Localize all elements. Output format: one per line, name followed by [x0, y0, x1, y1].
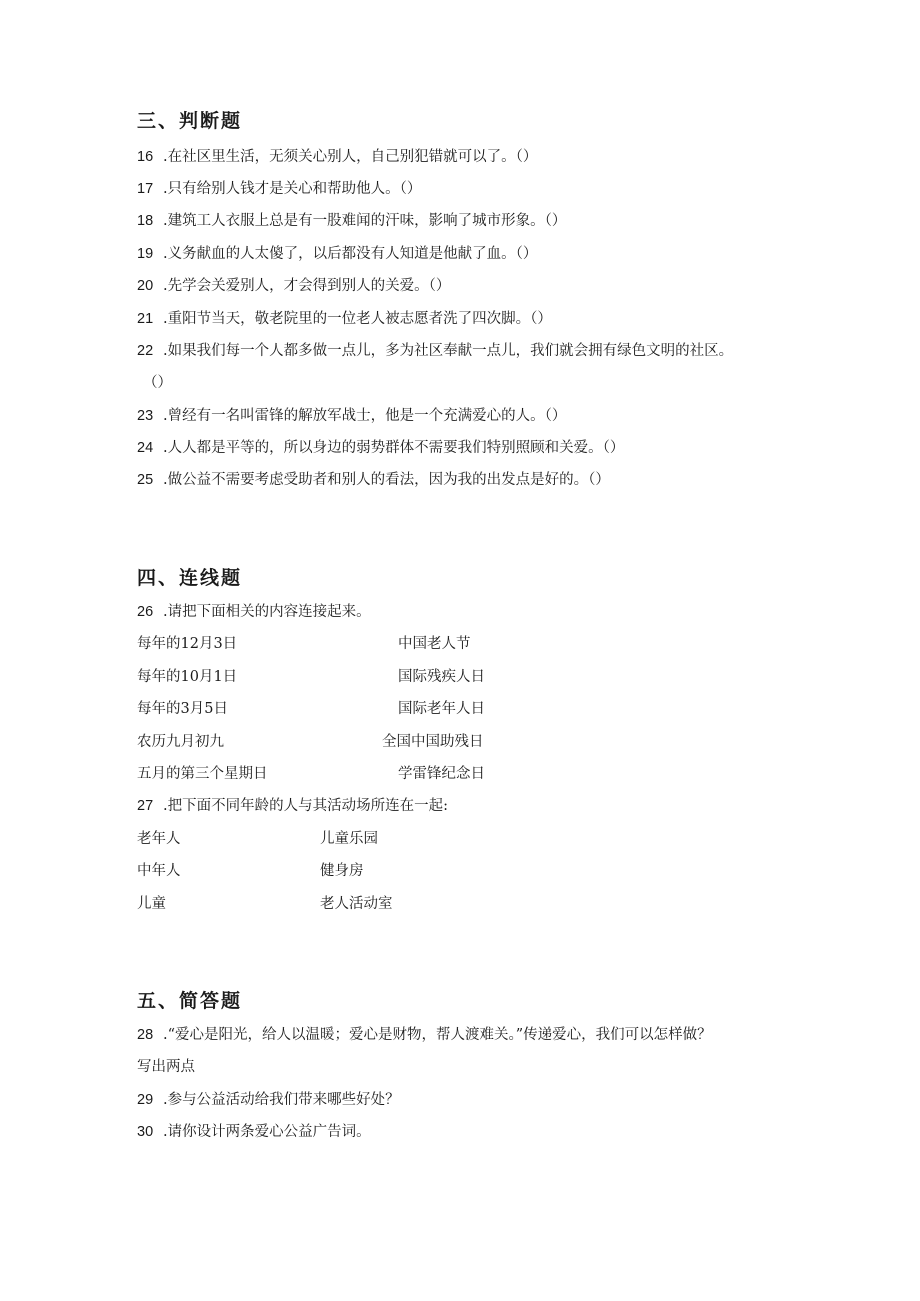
question-number: 25	[137, 472, 154, 488]
question-number: 22	[137, 343, 154, 359]
question-number: 16	[137, 149, 154, 165]
question-text: .“爱心是阳光，给人以温暖；爱心是财物，帮人渡难关。”传递爱心，我们可以怎样做？	[163, 1027, 712, 1043]
question-30	[137, 1120, 371, 1141]
question-text: .重阳节当天，敬老院里的一位老人被志愿者洗了四次脚。（）	[163, 311, 552, 327]
question-number: 28	[137, 1027, 154, 1043]
question-24	[137, 436, 624, 457]
question-26	[137, 600, 371, 621]
question-number: 17	[137, 181, 154, 197]
question-number: 19	[137, 246, 154, 262]
question-22-answer-blank: （）	[143, 375, 172, 391]
question-25	[137, 468, 610, 489]
match-right-item: 老人活动室	[320, 896, 393, 912]
question-number: 27	[137, 798, 154, 814]
match-right-item: 健身房	[320, 863, 364, 879]
match-left-item: 儿童	[137, 896, 166, 912]
match-left-item: 每年的12月3日	[137, 636, 238, 652]
match-left-item: 每年的3月5日	[137, 701, 228, 717]
match-right-item: 儿童乐园	[320, 831, 378, 847]
question-28	[137, 1023, 712, 1044]
question-text: .在社区里生活，无须关心别人，自己别犯错就可以了。（）	[163, 149, 538, 165]
question-number: 30	[137, 1124, 154, 1140]
question-text: .如果我们每一个人都多做一点儿，多为社区奉献一点儿，我们就会拥有绿色文明的社区。	[163, 343, 734, 359]
question-number: 24	[137, 440, 154, 456]
question-text: .参与公益活动给我们带来哪些好处？	[163, 1092, 400, 1108]
match-right-item: 国际残疾人日	[398, 669, 485, 685]
match-right-item: 学雷锋纪念日	[398, 766, 485, 782]
question-text: .人人都是平等的，所以身边的弱势群体不需要我们特别照顾和关爱。（）	[163, 440, 625, 456]
section-4-title: 四、连线题	[137, 567, 243, 589]
question-text: .先学会关爱别人，才会得到别人的关爱。（）	[163, 278, 451, 294]
match-right-item: 国际老年人日	[398, 701, 485, 717]
question-text: .只有给别人钱才是关心和帮助他人。（）	[163, 181, 422, 197]
question-text: .义务献血的人太傻了，以后都没有人知道是他献了血。（）	[163, 246, 538, 262]
question-text: .把下面不同年龄的人与其活动场所连在一起:	[163, 798, 448, 814]
question-text: .请你设计两条爱心公益广告词。	[163, 1124, 371, 1140]
question-27	[137, 794, 448, 815]
match-left-item: 五月的第三个星期日	[137, 766, 268, 782]
match-left-item: 农历九月初九	[137, 734, 224, 750]
match-left-item: 每年的10月1日	[137, 669, 238, 685]
question-18	[137, 209, 566, 230]
question-text: .建筑工人衣服上总是有一股难闻的汗味，影响了城市形象。（）	[163, 213, 567, 229]
question-number: 21	[137, 311, 154, 327]
question-19	[137, 242, 537, 263]
match-left-item: 老年人	[137, 831, 181, 847]
question-17	[137, 177, 421, 198]
question-21	[137, 307, 552, 328]
question-number: 18	[137, 213, 154, 229]
section-5-title: 五、简答题	[137, 990, 243, 1012]
question-text: .曾经有一名叫雷锋的解放军战士，他是一个充满爱心的人。（）	[163, 408, 567, 424]
question-22	[137, 339, 733, 360]
question-number: 26	[137, 604, 154, 620]
question-text: .请把下面相关的内容连接起来。	[163, 604, 371, 620]
question-text: .做公益不需要考虑受助者和别人的看法，因为我的出发点是好的。（）	[163, 472, 610, 488]
question-number: 23	[137, 408, 154, 424]
match-right-item: 中国老人节	[398, 636, 471, 652]
question-28-continuation: 写出两点	[137, 1059, 195, 1075]
match-right-item: 全国中国助残日	[382, 734, 484, 750]
question-23	[137, 404, 566, 425]
question-number: 20	[137, 278, 154, 294]
question-20	[137, 274, 450, 295]
match-left-item: 中年人	[137, 863, 181, 879]
question-16	[137, 145, 537, 166]
question-29	[137, 1088, 400, 1109]
question-number: 29	[137, 1092, 154, 1108]
section-3-title: 三、判断题	[137, 110, 243, 132]
